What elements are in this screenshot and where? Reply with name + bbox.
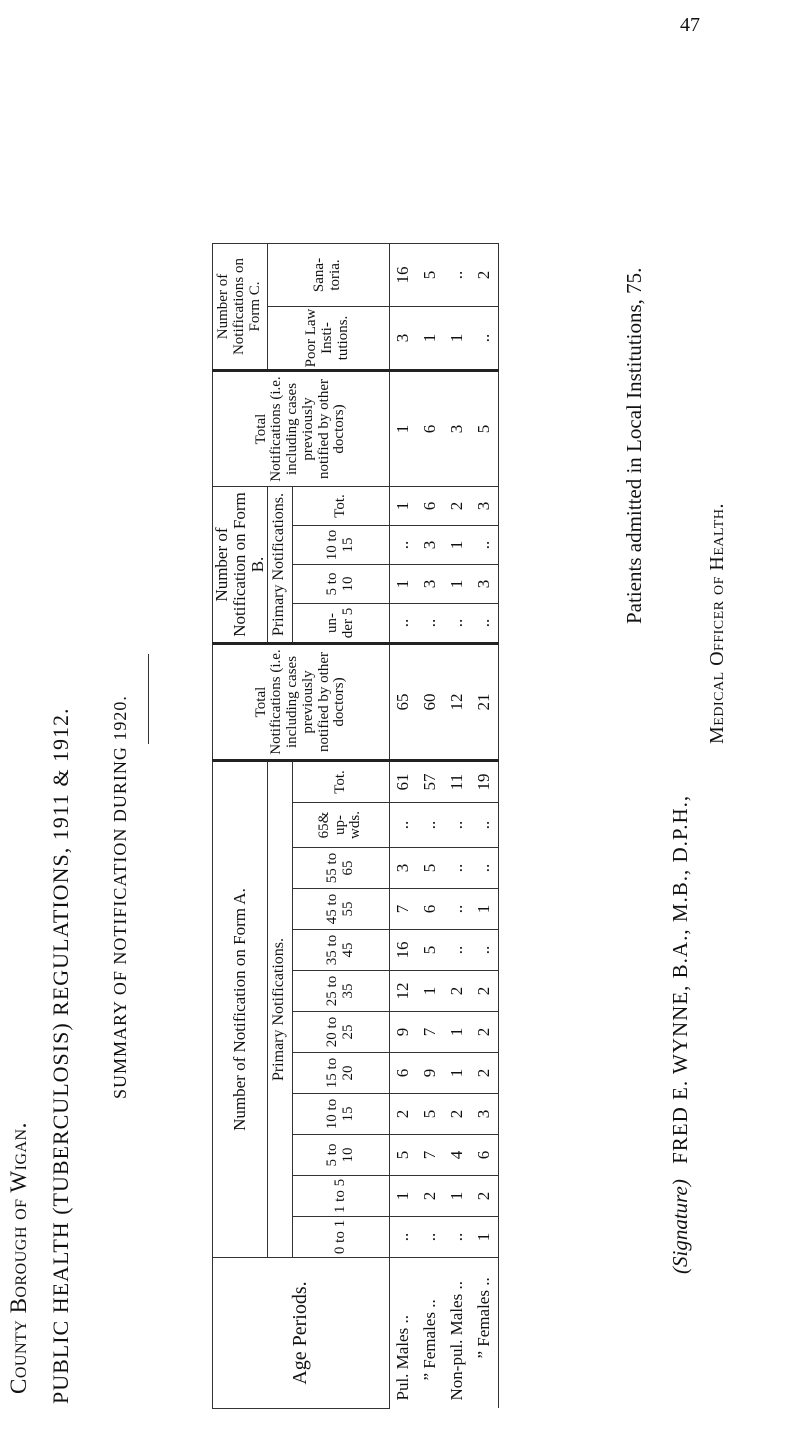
cell: 5 — [417, 1094, 444, 1135]
cell: 6 — [471, 1135, 499, 1176]
age-col-2: 5 to 10 — [292, 1135, 389, 1176]
cell: 1 — [389, 371, 417, 487]
cell: .. — [389, 1217, 417, 1258]
form-a-header: Number of Notification on Form A. — [213, 761, 268, 1258]
cell: 2 — [471, 971, 499, 1012]
age-col-4: 15 to 20 — [292, 1053, 389, 1094]
cell: .. — [389, 526, 417, 565]
cell: 1 — [444, 1176, 471, 1217]
cell: .. — [444, 889, 471, 930]
cell: .. — [471, 307, 499, 371]
cell: 2 — [471, 1053, 499, 1094]
cell: 6 — [417, 487, 444, 526]
cell: 1 — [471, 1217, 499, 1258]
cell: 5 — [417, 930, 444, 971]
cell: .. — [471, 930, 499, 971]
cell: 61 — [389, 761, 417, 803]
row-label: ” Females .. — [471, 1258, 499, 1409]
form-a-total-header: Total Notifications (i.e. including cases previously notified by other doctors) — [213, 644, 390, 761]
age-col-6: 25 to 35 — [292, 971, 389, 1012]
cell: 3 — [389, 848, 417, 889]
form-a-primary-header: Primary Notifications. — [267, 761, 292, 1258]
cell: 5 — [471, 371, 499, 487]
age-col-total: Tot. — [292, 761, 389, 803]
cell: 1 — [471, 889, 499, 930]
notification-table — [212, 243, 499, 1409]
table-row — [471, 244, 499, 1409]
page-number: 47 — [680, 14, 700, 36]
cell: 5 — [389, 1135, 417, 1176]
cell: 3 — [471, 1094, 499, 1135]
cell: .. — [471, 848, 499, 889]
cell: 12 — [389, 971, 417, 1012]
county-heading: County Borough of Wigan. — [6, 1122, 31, 1394]
cell: 1 — [389, 1176, 417, 1217]
cell: 1 — [389, 565, 417, 604]
title-rule — [148, 654, 149, 744]
row-label: Non-pul. Males .. — [444, 1258, 471, 1409]
age-col-8: 45 to 55 — [292, 889, 389, 930]
cell: .. — [444, 803, 471, 848]
cell: 2 — [471, 1012, 499, 1053]
cell: 21 — [471, 644, 499, 761]
cell: .. — [444, 244, 471, 307]
form-b-total-header: Total Notifications (i.e. including cases previously notified by other doctors) — [213, 371, 390, 487]
b-col-2: 10 to 15 — [292, 526, 389, 565]
age-col-1: 1 to 5 — [292, 1176, 389, 1217]
form-b-header: Number of Notification on Form B. — [213, 487, 268, 644]
row-label: Pul. Males .. — [389, 1258, 417, 1409]
cell: .. — [417, 604, 444, 644]
cell: .. — [471, 604, 499, 644]
cell: 7 — [389, 889, 417, 930]
cell: 9 — [417, 1053, 444, 1094]
cell: 1 — [444, 1053, 471, 1094]
cell: 2 — [471, 244, 499, 307]
b-col-0: un-der 5 — [292, 604, 389, 644]
cell: 60 — [417, 644, 444, 761]
cell: 1 — [444, 1012, 471, 1053]
cell: 6 — [417, 889, 444, 930]
cell: 3 — [417, 526, 444, 565]
cell: 2 — [444, 487, 471, 526]
cell: 6 — [389, 1053, 417, 1094]
cell: 2 — [444, 971, 471, 1012]
cell: 6 — [417, 371, 444, 487]
cell: 5 — [417, 848, 444, 889]
b-col-1: 5 to 10 — [292, 565, 389, 604]
cell: 4 — [444, 1135, 471, 1176]
office-title: Medical Officer of Health. — [706, 503, 728, 744]
cell: 16 — [389, 244, 417, 307]
b-col-total: Tot. — [292, 487, 389, 526]
cell: 9 — [389, 1012, 417, 1053]
age-periods-header: Age Periods. — [213, 1258, 390, 1409]
cell: 7 — [417, 1135, 444, 1176]
cell: 3 — [471, 487, 499, 526]
cell: 65 — [389, 644, 417, 761]
cell: 7 — [417, 1012, 444, 1053]
cell: 1 — [417, 307, 444, 371]
table-title: PUBLIC HEALTH (TUBERCULOSIS) REGULATIONS, 1911 & 1912. — [48, 707, 73, 1404]
cell: .. — [417, 1217, 444, 1258]
age-col-0: 0 to 1 — [292, 1217, 389, 1258]
cell: .. — [444, 1217, 471, 1258]
cell: 11 — [444, 761, 471, 803]
sanatoria-header: Sana-toria. — [267, 244, 389, 307]
age-col-9: 55 to 65 — [292, 848, 389, 889]
cell: 2 — [444, 1094, 471, 1135]
cell: 12 — [444, 644, 471, 761]
table-row — [417, 244, 444, 1409]
cell: .. — [417, 803, 444, 848]
signature-line — [668, 795, 693, 1274]
cell: 1 — [389, 487, 417, 526]
cell: 3 — [417, 565, 444, 604]
cell: 1 — [444, 307, 471, 371]
form-c-header: Number of Notifications on Form C. — [213, 244, 268, 371]
cell: 3 — [389, 307, 417, 371]
cell: .. — [444, 930, 471, 971]
cell: .. — [444, 848, 471, 889]
poor-law-header: Poor Law Insti-tutions. — [267, 307, 389, 371]
form-b-primary-header: Primary Notifications. — [267, 487, 292, 644]
age-col-7: 35 to 45 — [292, 930, 389, 971]
cell: 2 — [417, 1176, 444, 1217]
cell: 16 — [389, 930, 417, 971]
table-subtitle: SUMMARY OF NOTIFICATION DURING 1920. — [110, 695, 130, 1099]
cell: 2 — [389, 1094, 417, 1135]
cell: .. — [444, 604, 471, 644]
age-col-5: 20 to 25 — [292, 1012, 389, 1053]
cell: 3 — [471, 565, 499, 604]
cell: 2 — [471, 1176, 499, 1217]
cell: 1 — [444, 526, 471, 565]
cell: .. — [389, 604, 417, 644]
age-col-10: 65& up-wds. — [292, 803, 389, 848]
table-row — [444, 244, 471, 1409]
cell: 1 — [417, 971, 444, 1012]
cell: .. — [389, 803, 417, 848]
cell: .. — [471, 526, 499, 565]
cell: 5 — [417, 244, 444, 307]
age-col-3: 10 to 15 — [292, 1094, 389, 1135]
institutions-note: Patients admitted in Local Institutions, 75. — [622, 267, 646, 624]
table-row — [389, 244, 417, 1409]
cell: 19 — [471, 761, 499, 803]
cell: 57 — [417, 761, 444, 803]
row-label: ” Females .. — [417, 1258, 444, 1409]
signature-name: FRED E. WYNNE, B.A., M.B., D.P.H., — [668, 794, 692, 1164]
signature-label: (Signature) — [668, 1179, 692, 1274]
cell: .. — [471, 803, 499, 848]
cell: 1 — [444, 565, 471, 604]
cell: 3 — [444, 371, 471, 487]
